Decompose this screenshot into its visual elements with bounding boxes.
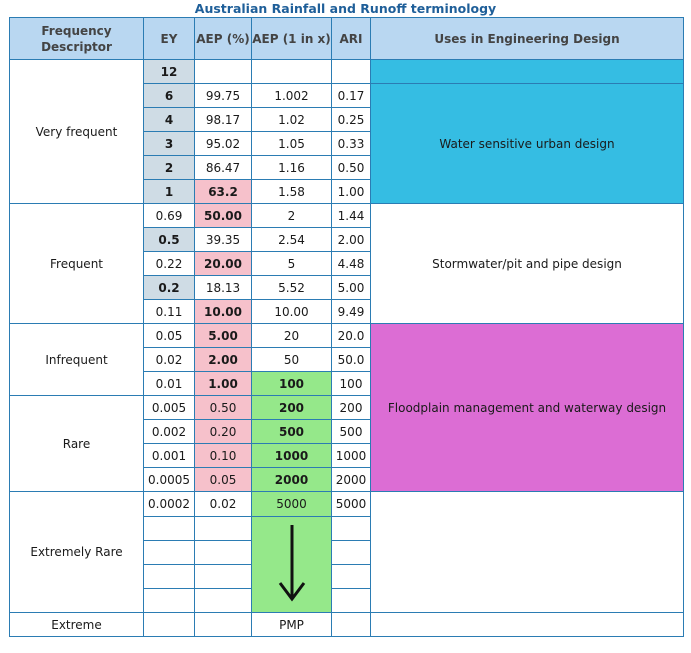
aep-percent-cell: [195, 60, 252, 84]
aep-percent-cell: [195, 613, 252, 637]
ari-cell: [332, 60, 371, 84]
ari-cell: 2000: [332, 468, 371, 492]
aep-percent-cell: 5.00: [195, 324, 252, 348]
aep-1-in-x-cell: 2: [252, 204, 332, 228]
aep-1-in-x-cell: 5: [252, 252, 332, 276]
aep-1-in-x-cell: [252, 60, 332, 84]
ari-cell: 200: [332, 396, 371, 420]
header-ari: ARI: [332, 18, 371, 60]
ey-cell: 2: [144, 156, 195, 180]
aep-percent-cell: 95.02: [195, 132, 252, 156]
ari-cell: 4.48: [332, 252, 371, 276]
ari-cell: [332, 541, 371, 565]
aep-percent-cell: 18.13: [195, 276, 252, 300]
uses-blank-cell: [371, 613, 684, 637]
ey-cell: [144, 613, 195, 637]
aep-1-in-x-cell: 1.02: [252, 108, 332, 132]
aep-1-in-x-cell: 1.16: [252, 156, 332, 180]
aep-1-in-x-cell: 20: [252, 324, 332, 348]
ey-cell: 0.11: [144, 300, 195, 324]
ey-cell: [144, 565, 195, 589]
aep-1-in-x-cell: 1000: [252, 444, 332, 468]
aep-1-in-x-cell: 1.05: [252, 132, 332, 156]
header-aep-percent: AEP (%): [195, 18, 252, 60]
aep-percent-cell: 39.35: [195, 228, 252, 252]
aep-percent-cell: [195, 541, 252, 565]
aep-1-in-x-cell: PMP: [252, 613, 332, 637]
aep-1-in-x-cell: 5.52: [252, 276, 332, 300]
aep-percent-cell: 10.00: [195, 300, 252, 324]
aep-percent-cell: 0.50: [195, 396, 252, 420]
ey-cell: 0.69: [144, 204, 195, 228]
header-ey: EY: [144, 18, 195, 60]
header-row: [10, 18, 684, 60]
aep-1-in-x-cell: 1.002: [252, 84, 332, 108]
aep-1-in-x-cell: 10.00: [252, 300, 332, 324]
terminology-table: [9, 17, 684, 637]
aep-1-in-x-arrow-cell: [252, 516, 332, 613]
ey-cell: 0.002: [144, 420, 195, 444]
aep-percent-cell: 2.00: [195, 348, 252, 372]
ey-cell: [144, 589, 195, 613]
group-infrequent: Infrequent: [10, 324, 144, 396]
header-uses: Uses in Engineering Design: [371, 18, 684, 60]
ey-cell: 0.005: [144, 396, 195, 420]
aep-percent-cell: [195, 565, 252, 589]
ey-cell: 0.02: [144, 348, 195, 372]
aep-percent-cell: [195, 589, 252, 613]
ari-cell: 9.49: [332, 300, 371, 324]
down-arrow-icon: [272, 523, 312, 603]
ari-cell: 0.33: [332, 132, 371, 156]
aep-percent-cell: 0.20: [195, 420, 252, 444]
aep-percent-cell: 99.75: [195, 84, 252, 108]
aep-percent-cell: 50.00: [195, 204, 252, 228]
ari-cell: 1.44: [332, 204, 371, 228]
ey-cell: 1: [144, 180, 195, 204]
aep-percent-cell: 0.10: [195, 444, 252, 468]
ari-cell: 20.0: [332, 324, 371, 348]
ey-cell: 0.05: [144, 324, 195, 348]
group-very-frequent: Very frequent: [10, 60, 144, 204]
aep-percent-cell: [195, 516, 252, 541]
ari-cell: 0.17: [332, 84, 371, 108]
aep-1-in-x-cell: 5000: [252, 492, 332, 517]
ari-cell: 5000: [332, 492, 371, 517]
ari-cell: 2.00: [332, 228, 371, 252]
ey-cell: [144, 516, 195, 541]
ey-cell: 12: [144, 60, 195, 84]
group-frequent: Frequent: [10, 204, 144, 324]
ari-cell: 1.00: [332, 180, 371, 204]
header-frequency-descriptor: Frequency Descriptor: [10, 18, 144, 60]
aep-percent-cell: 0.05: [195, 468, 252, 492]
uses-floodplain-management: Floodplain management and waterway design: [371, 324, 684, 492]
group-extremely-rare: Extremely Rare: [10, 492, 144, 613]
aep-percent-cell: 20.00: [195, 252, 252, 276]
ey-cell: 3: [144, 132, 195, 156]
group-rare: Rare: [10, 396, 144, 492]
ey-cell: 0.0002: [144, 492, 195, 517]
table-row: [10, 613, 684, 637]
table-row: [10, 324, 684, 348]
aep-1-in-x-cell: 200: [252, 396, 332, 420]
ey-cell: 6: [144, 84, 195, 108]
aep-percent-cell: 98.17: [195, 108, 252, 132]
ari-cell: 0.50: [332, 156, 371, 180]
aep-1-in-x-cell: 50: [252, 348, 332, 372]
aep-percent-cell: 63.2: [195, 180, 252, 204]
ari-cell: 0.25: [332, 108, 371, 132]
ari-cell: 5.00: [332, 276, 371, 300]
aep-1-in-x-cell: 500: [252, 420, 332, 444]
ari-cell: 500: [332, 420, 371, 444]
ari-cell: [332, 589, 371, 613]
ari-cell: 50.0: [332, 348, 371, 372]
uses-stormwater-pit-pipe-design: Stormwater/pit and pipe design: [371, 204, 684, 324]
ey-cell: 4: [144, 108, 195, 132]
uses-blank-cell: [371, 60, 684, 84]
uses-water-sensitive-urban-design: Water sensitive urban design: [371, 84, 684, 204]
aep-1-in-x-cell: 2.54: [252, 228, 332, 252]
ari-cell: [332, 516, 371, 541]
table-row: [10, 204, 684, 228]
aep-1-in-x-cell: 100: [252, 372, 332, 396]
ari-cell: [332, 565, 371, 589]
ey-cell: 0.2: [144, 276, 195, 300]
ari-cell: 1000: [332, 444, 371, 468]
table-row: [10, 492, 684, 517]
ey-cell: 0.5: [144, 228, 195, 252]
aep-percent-cell: 0.02: [195, 492, 252, 517]
table-row: [10, 60, 684, 84]
header-aep-1-in-x: AEP (1 in x): [252, 18, 332, 60]
ey-cell: 0.0005: [144, 468, 195, 492]
ey-cell: 0.01: [144, 372, 195, 396]
ey-cell: 0.22: [144, 252, 195, 276]
ari-cell: 100: [332, 372, 371, 396]
group-extreme: Extreme: [10, 613, 144, 637]
ari-cell: [332, 613, 371, 637]
ey-cell: 0.001: [144, 444, 195, 468]
aep-percent-cell: 1.00: [195, 372, 252, 396]
aep-1-in-x-cell: 1.58: [252, 180, 332, 204]
ey-cell: [144, 541, 195, 565]
aep-percent-cell: 86.47: [195, 156, 252, 180]
aep-1-in-x-cell: 2000: [252, 468, 332, 492]
page-title: Australian Rainfall and Runoff terminology: [194, 1, 497, 16]
